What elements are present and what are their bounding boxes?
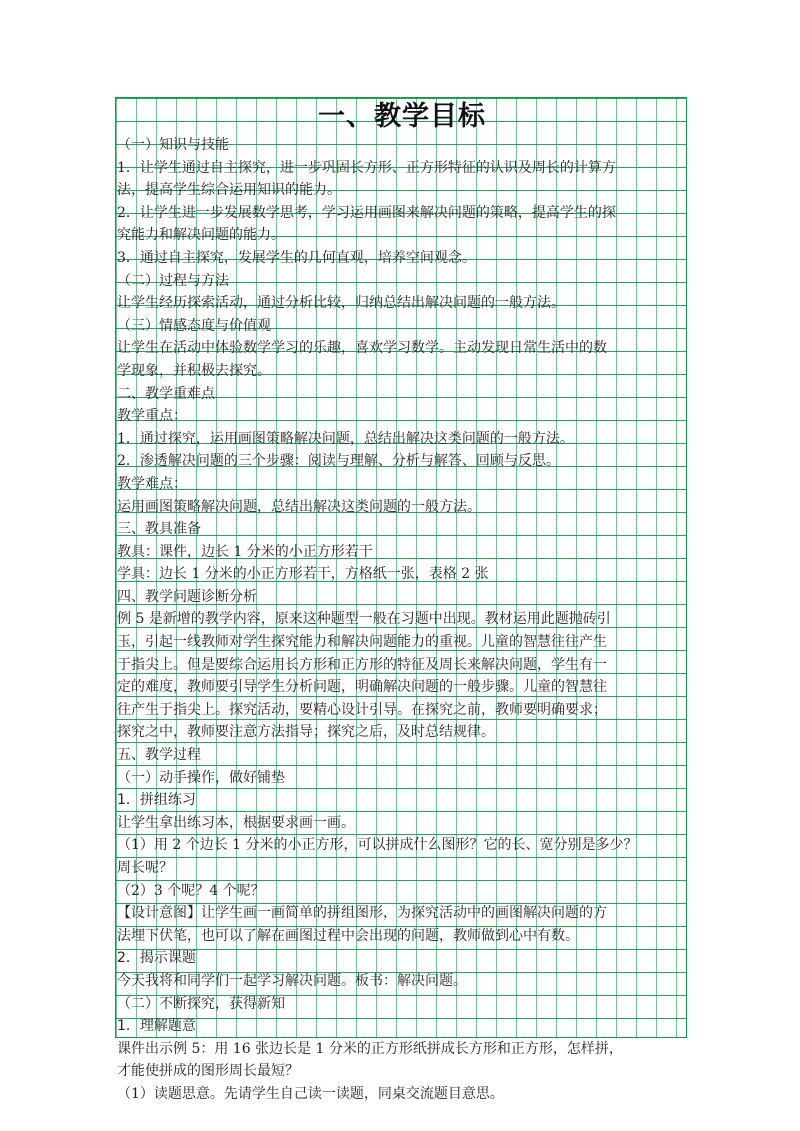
text-line: 教具：课件，边长 1 分米的小正方形若干	[117, 543, 373, 560]
text-line: 让学生经历探索活动，通过分析比较，归纳总结出解决问题的一般方法。	[117, 295, 565, 312]
text-line: 探究之中，教师要注意方法指导；探究之后，及时总结规律。	[117, 724, 495, 741]
text-line: 让学生在活动中体验数学学习的乐趣，喜欢学习数学。主动发现日常生活中的数	[117, 340, 607, 357]
section-heading: 二、教学重难点	[117, 385, 215, 402]
text-line: 例 5 是新增的教学内容，原来这种题型一般在习题中出现。教材运用此题抛砖引	[117, 611, 611, 628]
page-title: 一、教学目标	[318, 101, 486, 132]
section-heading: 2．揭示课题	[117, 950, 196, 967]
text-line: 2．让学生进一步发展数学思考，学习运用画图来解决问题的策略，提高学生的探	[117, 204, 616, 221]
text-line: 于指尖上。但是要综合运用长方形和正方形的特征及周长来解决问题，学生有一	[117, 656, 607, 673]
text-line: 究能力和解决问题的能力。	[117, 227, 285, 244]
text-line: 今天我将和同学们一起学习解决问题。板书：解决问题。	[117, 972, 467, 989]
text-line: （2）3 个呢？4 个呢？	[117, 882, 265, 899]
text-line: 法埋下伏笔，也可以了解在画图过程中会出现的问题，教师做到心中有数。	[117, 927, 579, 944]
text-line: 法，提高学生综合运用知识的能力。	[117, 182, 341, 199]
text-line: 运用画图策略解决问题，总结出解决这类问题的一般方法。	[117, 498, 481, 515]
section-heading: 三、教具准备	[117, 521, 201, 538]
section-heading: （一）动手操作，做好铺垫	[117, 769, 285, 786]
text-lines	[116, 134, 688, 1106]
text-line: 往产生于指尖上。探究活动，要精心设计引导。在探究之前，教师要明确要求；	[117, 701, 607, 718]
text-line: 【设计意图】让学生画一画简单的拼组图形，为探究活动中的画图解决问题的方	[117, 905, 607, 922]
text-line: 2．渗透解决问题的三个步骤：阅读与理解、分析与解答、回顾与反思。	[117, 453, 560, 470]
section-heading: 五、教学过程	[117, 747, 201, 764]
text-line: 定的难度，教师要引导学生分析问题，明确解决问题的一般步骤。儿童的智慧往	[117, 679, 607, 696]
text-line: （1）读题思意。先请学生自己读一读题，同桌交流题目意思。	[117, 1085, 504, 1102]
text-line: 学具：边长 1 分米的小正方形若干，方格纸一张，表格 2 张	[117, 566, 489, 583]
lesson-plan-page	[115, 97, 687, 1102]
section-heading: 1．拼组练习	[117, 792, 196, 809]
section-heading: 四、教学问题诊断分析	[117, 588, 257, 605]
section-heading: 1．理解题意	[117, 1018, 196, 1035]
section-heading: （二）过程与方法	[117, 272, 229, 289]
text-line: 1．通过探究，运用画图策略解决问题，总结出解决这类问题的一般方法。	[117, 430, 574, 447]
lesson-plan-content	[116, 98, 688, 1106]
section-heading: （二）不断探究，获得新知	[117, 995, 285, 1012]
section-heading: 教学重点：	[117, 408, 187, 425]
text-line: 学现象，并积极去探究。	[117, 362, 271, 379]
section-heading: （一）知识与技能	[117, 137, 229, 153]
text-line: 课件出示例 5：用 16 张边长是 1 分米的正方形纸拼成长方形和正方形，怎样拼，	[117, 1040, 623, 1057]
text-line: 让学生拿出练习本，根据要求画一画。	[117, 814, 355, 831]
text-line: 1．让学生通过自主探究，进一步巩固长方形、正方形特征的认识及周长的计算方	[117, 159, 616, 176]
text-line: 玉，引起一线教师对学生探究能力和解决问题能力的重视。儿童的智慧往往产生	[117, 634, 607, 651]
text-line: 才能使拼成的图形周长最短？	[117, 1063, 299, 1080]
text-line: 3．通过自主探究，发展学生的几何直观，培养空间观念。	[117, 249, 476, 266]
text-line: 周长呢？	[117, 860, 173, 876]
section-heading: （三）情感态度与价值观	[117, 317, 271, 334]
section-heading: 教学难点：	[117, 475, 187, 492]
text-line: （1）用 2 个边长 1 分米的小正方形，可以拼成什么图形？它的长、宽分别是多少？	[117, 837, 638, 854]
